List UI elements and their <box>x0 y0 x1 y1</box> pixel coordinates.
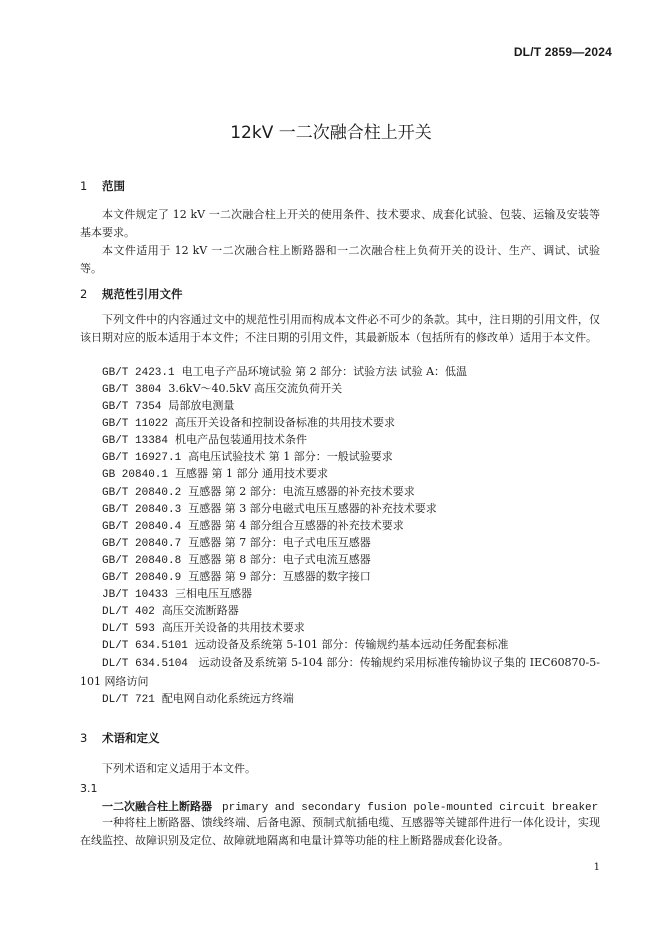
ref-item <box>102 636 509 655</box>
section-2-intro: 下列文件中的内容通过文中的规范性引用而构成本文件必不可少的条款。其中，注日期的引用文件，仅该日期对应的版本适用于本文件；不注日期的引用文件，其最新版本（包括所有的修改单）适用于本文件。 <box>80 313 600 344</box>
section-3-heading <box>80 730 160 746</box>
ref-code: DL/T 402 <box>102 606 155 618</box>
ref-title: 远动设备及系统第 5-104 部分：传输规约采用标准传输协议子集的 IEC60870-5-101 网络访问 <box>80 656 600 688</box>
term-english: primary and secondary fusion pole-mounted circuit breaker <box>222 802 599 814</box>
ref-title: 三相电压互感器 <box>175 587 253 600</box>
ref-title: 3.6kV～40.5kV 高压交流负荷开关 <box>168 382 343 395</box>
ref-title: 互感器 第 8 部分：电子式电流互感器 <box>188 553 371 566</box>
ref-code: GB/T 20840.8 <box>102 555 182 567</box>
section-2-title: 规范性引用文件 <box>102 287 183 301</box>
ref-title: 互感器 第 9 部分：互感器的数字接口 <box>188 570 371 583</box>
section-1-number: 1 <box>80 179 88 193</box>
ref-title: 互感器 第 2 部分：电流互感器的补充技术要求 <box>188 485 415 498</box>
section-2-heading <box>80 286 183 302</box>
page-number: 1 <box>593 862 600 873</box>
ref-title: 互感器 第 1 部分 通用技术要求 <box>175 467 328 480</box>
term-chinese: 一二次融合柱上断路器 <box>102 800 212 813</box>
ref-code: DL/T 634.5101 <box>102 640 188 652</box>
ref-title: 互感器 第 4 部分组合互感器的补充技术要求 <box>188 519 404 532</box>
ref-code: GB/T 20840.7 <box>102 538 182 550</box>
ref-title: 机电产品包装通用技术条件 <box>175 433 308 446</box>
clause-number: 3.1 <box>80 782 98 795</box>
ref-item-long <box>80 654 600 691</box>
ref-code: DL/T 634.5104 <box>102 658 188 670</box>
section-3-intro: 下列术语和定义适用于本文件。 <box>102 762 256 775</box>
ref-title: 远动设备及系统第 5-101 部分：传输规约基本远动任务配套标准 <box>194 638 509 651</box>
term-definition: 一种将柱上断路器、馈线终端、后备电源、预制式航插电缆、互感器等关键部件进行一体化设计，实现在线监控、故障识别及定位、故障就地隔离和电量计算等功能的柱上断路器成套化设备。 <box>80 816 600 847</box>
term-entry <box>102 798 598 814</box>
section-1-para-1: 本文件规定了 12 kV 一二次融合柱上开关的使用条件、技术要求、成套化试验、包装、运输及安装等基本要求。 <box>80 208 600 239</box>
ref-code: GB/T 7354 <box>102 401 162 413</box>
ref-code: GB/T 20840.2 <box>102 487 182 499</box>
ref-title: 电工电子产品环境试验 第 2 部分：试验方法 试验 A：低温 <box>181 365 468 378</box>
document-title: 12kV 一二次融合柱上开关 <box>230 123 432 143</box>
ref-code: GB/T 20840.3 <box>102 504 182 516</box>
ref-code: GB/T 2423.1 <box>102 367 175 379</box>
document-code: DL/T 2859—2024 <box>513 45 612 59</box>
ref-code: GB/T 13384 <box>102 435 169 447</box>
section-1-title: 范围 <box>102 179 126 193</box>
ref-code: GB 20840.1 <box>102 469 169 481</box>
ref-code: GB/T 20840.4 <box>102 521 182 533</box>
ref-code: GB/T 3804 <box>102 384 162 396</box>
ref-code: JB/T 10433 <box>102 589 169 601</box>
section-1-para-2: 本文件适用于 12 kV 一二次融合柱上断路器和一二次融合柱上负荷开关的设计、生产、调试、试验等。 <box>80 244 600 275</box>
ref-title: 高压交流断路器 <box>161 604 239 617</box>
section-2-number: 2 <box>80 287 88 301</box>
ref-title: 局部放电测量 <box>168 399 235 412</box>
ref-code: GB/T 16927.1 <box>102 452 182 464</box>
ref-title: 高电压试验技术 第 1 部分：一般试验要求 <box>188 450 393 463</box>
ref-title: 高压开关设备的共用技术要求 <box>161 621 305 634</box>
section-3-title: 术语和定义 <box>102 731 160 745</box>
ref-item <box>102 465 328 484</box>
ref-title: 互感器 第 7 部分：电子式电压互感器 <box>188 536 371 549</box>
ref-code: GB/T 11022 <box>102 418 169 430</box>
ref-item <box>102 690 294 709</box>
section-3-number: 3 <box>80 731 88 745</box>
ref-title: 互感器 第 3 部分电磁式电压互感器的补充技术要求 <box>188 502 437 515</box>
ref-title: 高压开关设备和控制设备标准的共用技术要求 <box>175 416 396 429</box>
ref-code: GB/T 20840.9 <box>102 572 182 584</box>
section-1-heading <box>80 178 125 194</box>
ref-code: DL/T 721 <box>102 694 155 706</box>
ref-title: 配电网自动化系统远方终端 <box>161 692 294 705</box>
ref-code: DL/T 593 <box>102 623 155 635</box>
